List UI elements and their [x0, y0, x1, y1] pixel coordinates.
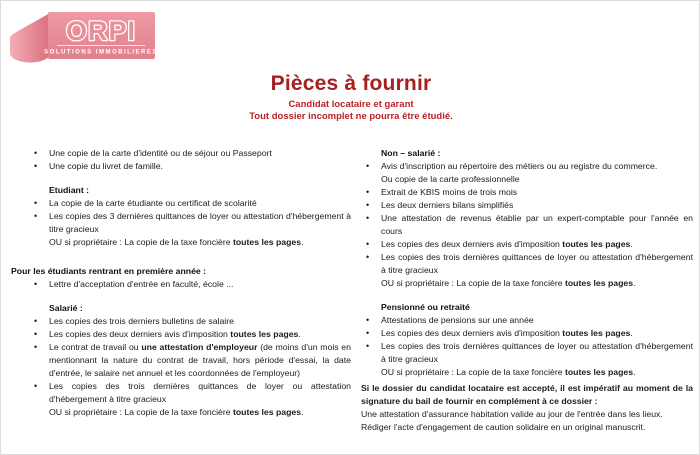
header — [1, 72, 700, 122]
bullet-list — [361, 160, 693, 290]
list-item: • Les deux derniers bilans simplifiés — [361, 199, 693, 212]
page-title: Pièces à fournir — [270, 72, 432, 95]
list-item: • La copie de la carte étudiante ou certificat de scolarité — [29, 197, 351, 210]
paragraph-line: Si le dossier du candidat locataire est accepté, il est impératif au moment de la signature du bail de fournir en complément à ce dossier : — [361, 383, 693, 406]
section-heading: Pensionné ou retraité — [381, 302, 470, 312]
list-item: • Avis d'inscription au répertoire des métiers ou au registre du commerce. Ou copie de la carte professionnelle — [361, 160, 693, 186]
list-item: • Extrait de KBIS moins de trois mois — [361, 186, 693, 199]
tagline-text: SOLUTIONS IMMOBILIERES — [44, 49, 158, 56]
page-warning: Tout dossier incomplet ne pourra être étudié. — [249, 111, 453, 122]
list-item: • Une copie du livret de famille. — [29, 160, 351, 173]
list-item: • Les copies des 3 dernières quittances de loyer ou attestation d'hébergement à titre gracieux OU si propriétaire : La copie de la taxe foncière toutes les pages. — [29, 210, 351, 249]
page-subtitle: Candidat locataire et garant — [288, 99, 414, 110]
list-item: • Les copies des trois derniers bulletins de salaire — [29, 315, 351, 328]
section-heading: Etudiant : — [49, 185, 90, 195]
brand-text: ORPI — [65, 16, 137, 46]
list-item: • Les copies des trois dernières quittances de loyer ou attestation d'hébergement à titre gracieux OU si propriétaire : La copie de la taxe foncière toutes les pages. — [29, 380, 351, 419]
list-item: • Les copies des deux derniers avis d'imposition toutes les pages. — [29, 328, 351, 341]
list-item: • Les copies des trois dernières quittances de loyer ou attestation d'hébergement à titre gracieux OU si propriétaire : La copie de la taxe foncière toutes les pages. — [361, 251, 693, 290]
orpi-logo-graphic — [6, 4, 158, 68]
bullet-list — [29, 147, 351, 173]
list-item: • Les copies des deux derniers avis d'imposition toutes les pages. — [361, 327, 693, 340]
bullet-list — [29, 278, 351, 291]
list-item: • Les copies des trois dernières quittances de loyer ou attestation d'hébergement à titre gracieux OU si propriétaire : La copie de la taxe foncière toutes les pages. — [361, 340, 693, 379]
left-column — [11, 147, 351, 419]
section-heading: Non – salarié : — [381, 148, 441, 158]
list-item: • Attestations de pensions sur une année — [361, 314, 693, 327]
bullet-list — [29, 315, 351, 419]
list-item: • Une attestation de revenus établie par un expert-comptable pour l'année en cours — [361, 212, 693, 238]
section-heading: Salarié : — [49, 303, 83, 313]
closing-paragraph — [361, 382, 693, 434]
list-item: • Le contrat de travail ou une attestation d'employeur (de moins d'un mois en mentionnant la nature du contrat de travail, hors période d'essai, la date d'entrée, le salaire net annuel et les coordonnées de l'employeur) — [29, 341, 351, 380]
bullet-list — [361, 314, 693, 379]
right-column — [361, 147, 693, 434]
list-item: • Une copie de la carte d'identité ou de séjour ou Passeport — [29, 147, 351, 160]
section-heading: Pour les étudiants rentrant en première année : — [11, 266, 207, 276]
paragraph-line: Rédiger l'acte d'engagement de caution solidaire en un original manuscrit. — [361, 422, 646, 432]
paragraph-line: Une attestation d'assurance habitation valide au jour de l'entrée dans les lieux. — [361, 409, 663, 419]
orpi-logo — [6, 4, 158, 68]
bullet-list — [29, 197, 351, 249]
list-item: • Lettre d'acceptation d'entrée en faculté, école ... — [29, 278, 351, 291]
list-item: • Les copies des deux derniers avis d'imposition toutes les pages. — [361, 238, 693, 251]
